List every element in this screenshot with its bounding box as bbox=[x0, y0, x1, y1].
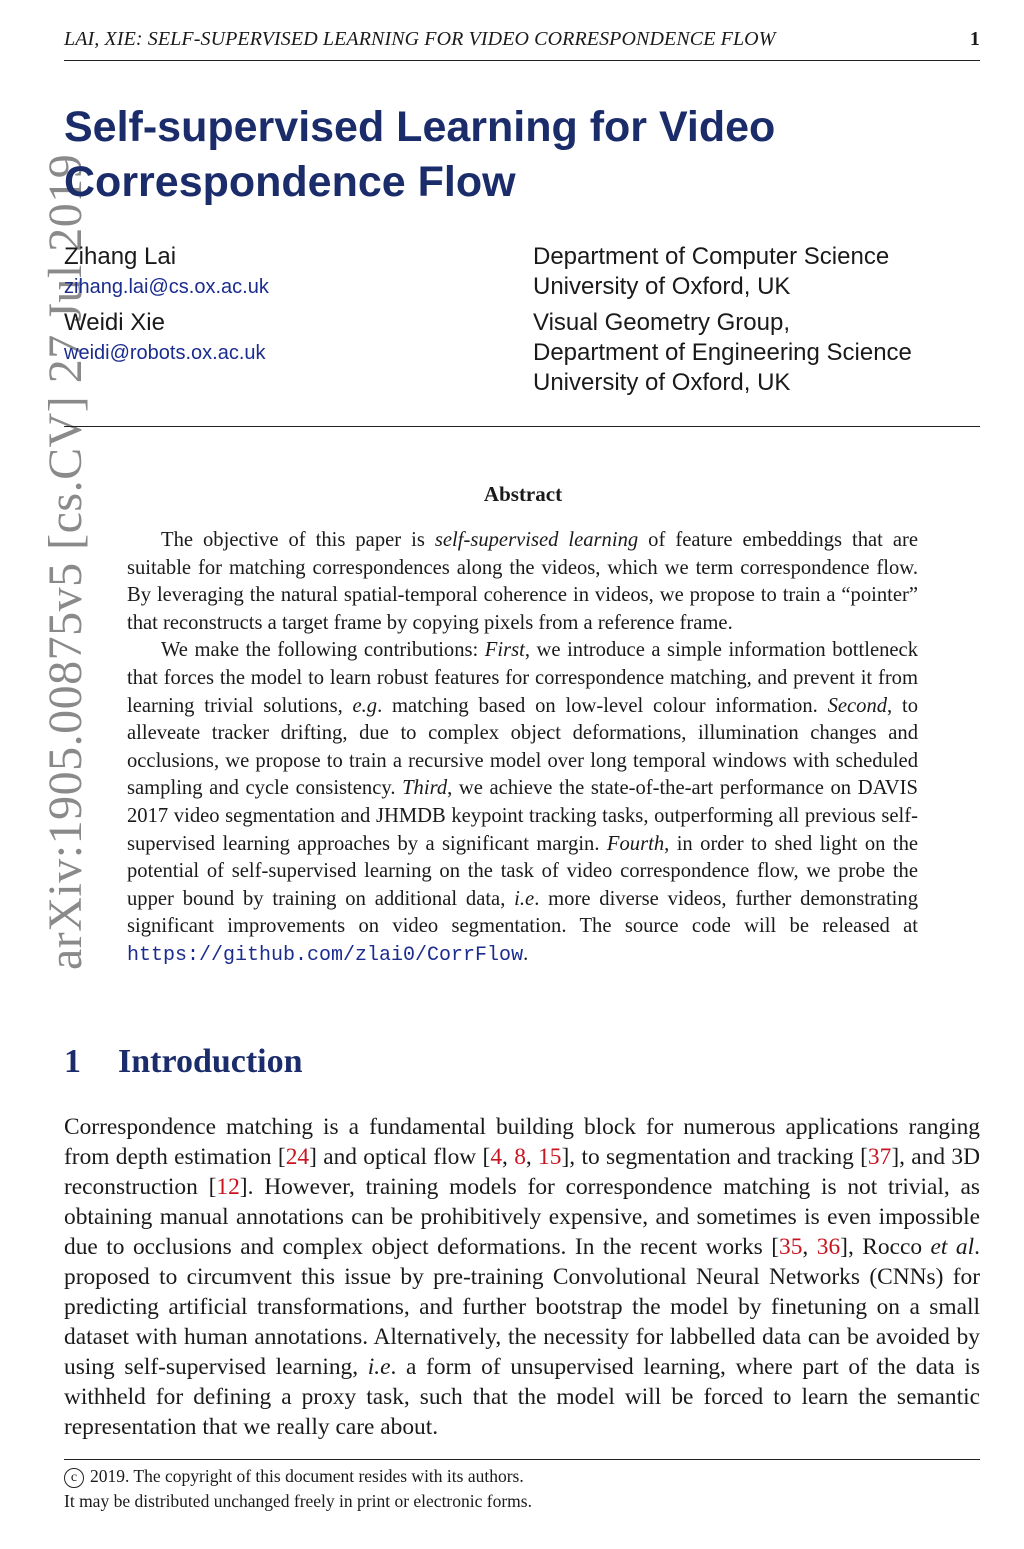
section-number: 1 bbox=[64, 1043, 81, 1080]
citation-link[interactable]: 8 bbox=[514, 1144, 526, 1170]
affiliation-line: Visual Geometry Group, bbox=[533, 309, 791, 336]
copyright-footnote bbox=[64, 1464, 532, 1514]
abstract-paragraph: The objective of this paper is self-supervised learning of feature embeddings that are suitable for matching correspondences along the videos, which we term correspondence flow. By leveraging the natural spatial-temporal coherence in videos, we propose to train a “pointer” that reconstructs a target frame by copying pixels from a reference frame. bbox=[127, 529, 919, 634]
affiliation-line: Department of Computer Science bbox=[533, 243, 890, 270]
citation-link[interactable]: 15 bbox=[538, 1144, 562, 1170]
citation-link[interactable]: 36 bbox=[816, 1234, 841, 1260]
citation-link[interactable]: 35 bbox=[779, 1234, 803, 1260]
author-name: Zihang Lai bbox=[64, 243, 177, 270]
abstract-paragraph: We make the following contributions: First, we introduce a simple information bottleneck that forces the model to learn robust features for correspondence matching, and prevent it from learning trivial solutions, e.g. matching based on low-level colour information. Second, to alleveate tracker drifting, due to complex object deformations, illumination changes and occlusions, we propose to train a recursive model over long temporal windows with scheduled sampling and cycle consistency. Third, we achieve the state-of-the-art performance on DAVIS 2017 video segmentation and JHMDB keypoint tracking tasks, outperforming all previous self-supervised learning approaches by a significant margin. Fourth, in order to shed light on the potential of self-supervised learning on the task of video correspondence flow, we probe the upper bound by training on additional data, i.e. more diverse videos, further demonstrating significant improvements on video segmentation. The source code will be released at https://github.com/zlai0/CorrFlow. bbox=[127, 639, 919, 967]
arxiv-identifier-stamp: arXiv:1905.00875v5 [cs.CV] 27 Jul 2019 bbox=[39, 153, 92, 970]
abstract-heading: Abstract bbox=[483, 482, 563, 506]
footnote-divider bbox=[64, 1459, 980, 1460]
citation-link[interactable]: 24 bbox=[285, 1144, 310, 1170]
affiliation-block bbox=[533, 242, 993, 398]
citation-link[interactable]: 4 bbox=[490, 1144, 503, 1170]
paper-title: Self-supervised Learning for Video Correspondence Flow bbox=[64, 103, 776, 206]
header-divider bbox=[64, 426, 980, 427]
running-header-title: LAI, XIE: SELF-SUPERVISED LEARNING FOR VIDEO CORRESPONDENCE FLOW bbox=[64, 28, 776, 50]
citation-link[interactable]: 37 bbox=[867, 1144, 892, 1170]
abstract-body bbox=[127, 527, 918, 970]
affiliation-line: University of Oxford, UK bbox=[533, 369, 791, 396]
section-heading bbox=[64, 1043, 303, 1081]
affiliation-line: University of Oxford, UK bbox=[533, 273, 791, 300]
introduction-paragraph: Correspondence matching is a fundamental building block for numerous applications ranging from depth estimation [24] and optical flow [4, 8, 15], to segmentation and tracking [37], and 3D reconstruction [12]. However, training models for correspondence matching is not trivial, as obtaining manual annotations can be prohibitively expensive, and sometimes is even impossible due to occlusions and complex object deformations. In the recent works [35, 36], Rocco et al. proposed to circumvent this issue by pre-training Convolutional Neural Networks (CNNs) for predicting artificial transformations, and further bootstrap the model by finetuning on a small dataset with human annotations. Alternatively, the necessity for labbelled data can be avoided by using self-supervised learning, i.e. a form of unsupervised learning, where part of the data is withheld for defining a proxy task, such that the model will be forced to learn the semantic representation that we really care about. bbox=[64, 1114, 981, 1440]
page-number: 1 bbox=[969, 28, 980, 50]
author-block bbox=[64, 242, 504, 368]
author-email-link[interactable]: zihang.lai@cs.ox.ac.uk bbox=[64, 276, 269, 298]
copyright-icon: c bbox=[64, 1468, 84, 1488]
author-name: Weidi Xie bbox=[64, 309, 165, 336]
affiliation-line: Department of Engineering Science bbox=[533, 339, 912, 366]
section-title: Introduction bbox=[118, 1043, 303, 1080]
code-url-link[interactable]: https://github.com/zlai0/CorrFlow bbox=[127, 943, 524, 967]
author-email-link[interactable]: weidi@robots.ox.ac.uk bbox=[64, 342, 266, 364]
citation-link[interactable]: 12 bbox=[216, 1174, 240, 1200]
running-header bbox=[64, 24, 980, 61]
copyright-line: c 2019. The copyright of this document resides with its authors. bbox=[64, 1464, 532, 1489]
distribution-line: It may be distributed unchanged freely in print or electronic forms. bbox=[64, 1491, 532, 1511]
